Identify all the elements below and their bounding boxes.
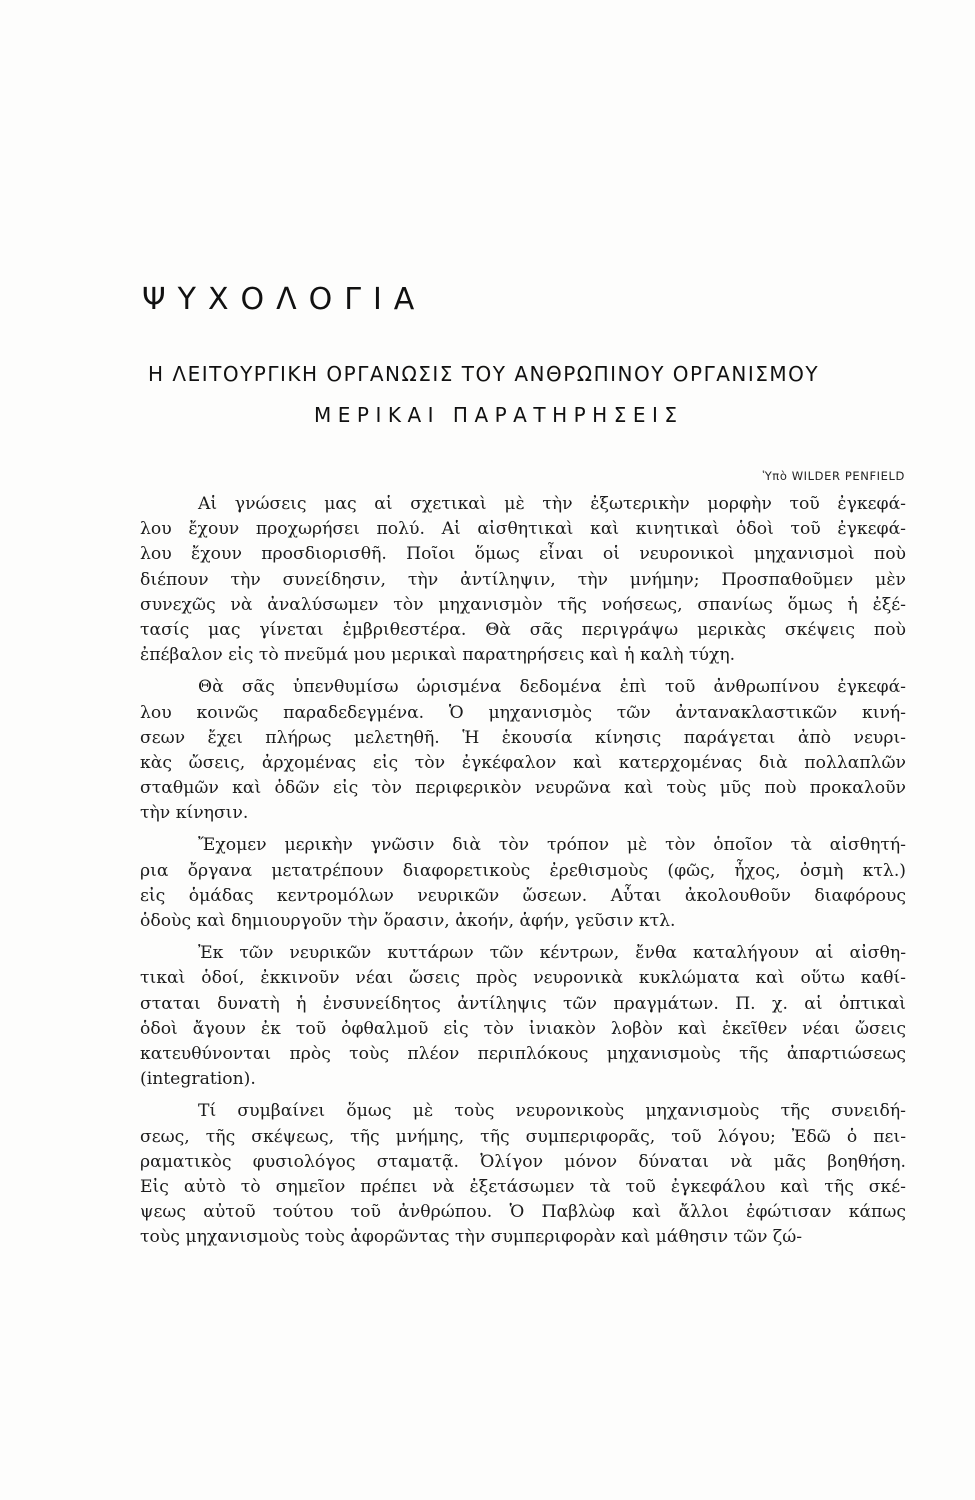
text-line: ὁδοὺς καὶ δημιουργοῦν τὴν ὅρασιν, ἀκοήν, ἁφήν, γεῦσιν κτλ. — [140, 911, 676, 931]
article-body — [140, 492, 906, 1250]
text-line: λου ἔχουν προχωρήσει πολύ. Αἱ αἰσθητικαὶ καὶ κινητικαὶ ὁδοὶ τοῦ ἐγκεφά- — [140, 519, 906, 540]
paragraph-gap — [140, 1092, 906, 1099]
section-title: ΨΥΧΟΛΟΓΙΑ — [142, 282, 427, 317]
text-line: ρια ὄργανα μετατρέπουν διαφορετικοὺς ἐρεθισμοὺς (φῶς, ἦχος, ὀσμὴ κτλ.) — [140, 860, 906, 881]
text-line: συνεχῶς νὰ ἀναλύσωμεν τὸν μηχανισμὸν τῆς νοήσεως, σπανίως ὅμως ἡ ἐξέ- — [140, 594, 906, 615]
author-byline: Ὑπὸ WILDER PENFIELD — [762, 469, 905, 483]
text-line: κὰς ὤσεις, ἀρχομένας εἰς τὸν ἐγκέφαλον καὶ κατερχομένας διὰ πολλαπλῶν — [140, 752, 906, 773]
text-line: σταται δυνατὴ ἡ ἐνσυνείδητος ἀντίληψις τῶν πραγμάτων. Π. χ. αἱ ὀπτικαὶ — [140, 993, 906, 1014]
text-line: τοὺς μηχανισμοὺς τοὺς ἀφορῶντας τὴν συμπεριφορὰν καὶ μάθησιν τῶν ζώ- — [140, 1227, 803, 1248]
text-line: τὴν κίνησιν. — [140, 803, 249, 824]
text-line: ὁδοὶ ἄγουν ἐκ τοῦ ὀφθαλμοῦ εἰς τὸν ἰνιακὸν λοβὸν καὶ ἐκεῖθεν νέαι ὤσεις — [140, 1018, 906, 1039]
text-line: Εἰς αὐτὸ τὸ σημεῖον πρέπει νὰ ἐξετάσωμεν τὰ τοῦ ἐγκεφάλου καὶ τῆς σκέ- — [140, 1176, 906, 1197]
text-line: τασίς μας γίνεται ἐμβριθεστέρα. Θὰ σᾶς περιγράψω μερικὰς σκέψεις ποὺ — [140, 619, 906, 640]
article-subtitle: ΜΕΡΙΚΑΙ ΠΑΡΑΤΗΡΗΣΕΙΣ — [314, 403, 684, 427]
text-line: ψεως αὐτοῦ τούτου τοῦ ἀνθρώπου. Ὁ Παβλὼφ καὶ ἄλλοι ἐφώτισαν κάπως — [140, 1202, 906, 1223]
text-line: κατευθύνονται πρὸς τοὺς πλέον περιπλόκους μηχανισμοὺς τῆς ἀπαρτιώσεως — [140, 1043, 906, 1064]
text-line: Τί συμβαίνει ὅμως μὲ τοὺς νευρονικοὺς μηχανισμοὺς τῆς συνειδή- — [198, 1101, 906, 1122]
text-line: σταθμῶν καὶ ὁδῶν εἰς τὸν περιφερικὸν νευρῶνα καὶ τοὺς μῦς ποὺ προκαλοῦν — [140, 778, 906, 799]
text-line: λου ἔχουν προσδιορισθῆ. Ποῖοι ὅμως εἶναι οἱ νευρονικοὶ μηχανισμοὶ ποὺ — [140, 544, 906, 565]
paragraph — [140, 492, 906, 668]
paragraph — [140, 1099, 906, 1250]
paragraph-gap — [140, 934, 906, 941]
text-line: λου κοινῶς παραδεδεγμένα. Ὁ μηχανισμὸς τῶν ἀντανακλαστικῶν κινή- — [140, 702, 906, 723]
text-line: τικαὶ ὁδοί, ἐκκινοῦν νέαι ὤσεις πρὸς νευρονικὰ κυκλώματα καὶ οὕτω καθί- — [140, 968, 906, 989]
article-title: Η ΛΕΙΤΟΥΡΓΙΚΗ ΟΡΓΑΝΩΣΙΣ ΤΟΥ ΑΝΘΡΩΠΙΝΟΥ ΟΡΓΑΝΙΣΜΟΥ — [148, 362, 820, 386]
paragraph — [140, 675, 906, 826]
text-line: Αἱ γνώσεις μας αἱ σχετικαὶ μὲ τὴν ἐξωτερικὴν μορφὴν τοῦ ἐγκεφά- — [198, 494, 906, 514]
text-line: (integration). — [140, 1069, 256, 1090]
text-line: σεων ἔχει πλήρως μελετηθῆ. Ἡ ἑκουσία κίνησις παράγεται ἀπὸ νευρι- — [140, 727, 906, 748]
paragraph — [140, 833, 906, 934]
paragraph-gap — [140, 826, 906, 833]
text-line: Ἐκ τῶν νευρικῶν κυττάρων τῶν κέντρων, ἔνθα καταλήγουν αἱ αἰσθη- — [198, 943, 906, 964]
text-line: ἐπέβαλον εἰς τὸ πνεῦμά μου μερικαὶ παρατηρήσεις καὶ ἡ καλὴ τύχη. — [140, 645, 736, 666]
text-line: ραματικὸς φυσιολόγος σταματᾷ. Ὀλίγον μόνον δύναται νὰ μᾶς βοηθήση. — [140, 1151, 906, 1172]
text-line: εἰς ὁμάδας κεντρομόλων νευρικῶν ὤσεων. Αὗται ἀκολουθοῦν διαφόρους — [140, 885, 906, 906]
paragraph-gap — [140, 668, 906, 675]
text-line: Ἔχομεν μερικὴν γνῶσιν διὰ τὸν τρόπον μὲ τὸν ὁποῖον τὰ αἰσθητή- — [198, 835, 906, 856]
text-line: Θὰ σᾶς ὑπενθυμίσω ὡρισμένα δεδομένα ἐπὶ τοῦ ἀνθρωπίνου ἐγκεφά- — [198, 677, 906, 698]
paragraph — [140, 941, 906, 1092]
text-line: διέπουν τὴν συνείδησιν, τὴν ἀντίληψιν, τὴν μνήμην; Προσπαθοῦμεν μὲν — [140, 569, 906, 590]
text-line: σεως, τῆς σκέψεως, τῆς μνήμης, τῆς συμπεριφορᾶς, τοῦ λόγου; Ἐδῶ ὁ πει- — [140, 1126, 906, 1147]
